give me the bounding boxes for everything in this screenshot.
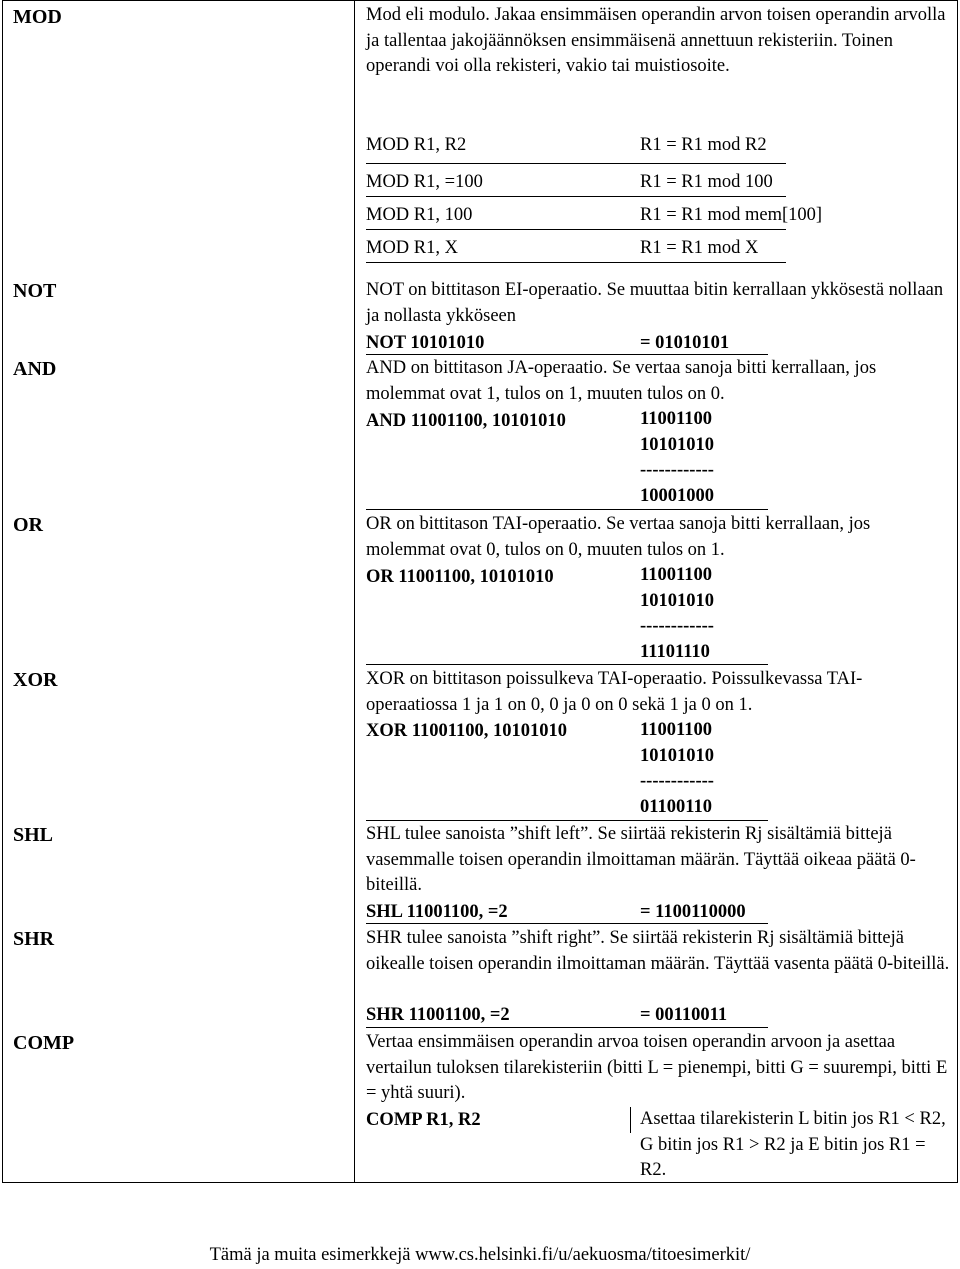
mod-example-result-1: R1 = R1 mod R2: [640, 135, 767, 155]
column-divider: [354, 0, 355, 1183]
not-underline: [366, 354, 768, 355]
and-description: AND on bittitason JA-operaatio. Se vertaa sanoja bitti kerrallaan, jos molemmat ovat 1, tulos on 1, muuten tulos on 0.: [366, 358, 877, 404]
instruction-name-xor: XOR: [13, 669, 58, 691]
instruction-name-or: OR: [13, 514, 43, 536]
and-underline: [366, 509, 768, 510]
shl-description: SHL tulee sanoista ”shift left”. Se siirtää rekisterin Rj sisältämiä bittejä vasemmalle toisen operandin ilmoittaman määrän. Täyttää oikeaa päätä 0-biteillä.: [366, 824, 916, 895]
and-separator: ------------: [640, 460, 714, 480]
comp-example-divider: [630, 1107, 631, 1133]
or-description: OR on bittitason TAI-operaatio. Se vertaa sanoja bitti kerrallaan, jos molemmat ovat 0, tulos on 0, muuten tulos on 1.: [366, 514, 871, 560]
xor-result: 01100110: [640, 796, 712, 817]
and-operand-2: 10101010: [640, 434, 714, 455]
instruction-name-not: NOT: [13, 280, 57, 302]
mod-example-code-2: MOD R1, =100: [366, 172, 483, 192]
table-border-right: [957, 0, 958, 1183]
instruction-name-shr: SHR: [13, 928, 55, 950]
xor-underline: [366, 820, 768, 821]
mod-example-code-3: MOD R1, 100: [366, 205, 473, 225]
and-operand-1: 11001100: [640, 409, 712, 429]
shl-underline: [366, 923, 768, 924]
mod-example-code-1: MOD R1, R2: [366, 135, 467, 155]
comp-example-code: COMP R1, R2: [366, 1110, 481, 1130]
xor-example-code: XOR 11001100, 10101010: [366, 721, 567, 741]
xor-example-result: [640, 718, 714, 820]
not-example-result: = 01010101: [640, 333, 730, 353]
instruction-name-mod: MOD: [13, 6, 62, 28]
shr-example-code: SHR 11001100, =2: [366, 1005, 510, 1025]
or-example-code: OR 11001100, 10101010: [366, 567, 554, 587]
shr-underline: [366, 1027, 768, 1028]
mod-underline: [366, 196, 786, 197]
and-example-code: AND 11001100, 10101010: [366, 411, 566, 431]
or-separator: ------------: [640, 616, 714, 636]
not-example-code: NOT 10101010: [366, 333, 485, 353]
or-operand-1: 11001100: [640, 565, 712, 585]
shr-description: SHR tulee sanoista ”shift right”. Se siirtää rekisterin Rj sisältämiä bittejä oikealle toisen operandin ilmoittaman määrän. Täyttää vasenta päätä 0-biteillä.: [366, 928, 950, 974]
mod-example-result-3: R1 = R1 mod mem[100]: [640, 205, 823, 225]
shl-example-code: SHL 11001100, =2: [366, 902, 508, 922]
not-description: NOT on bittitason EI-operaatio. Se muuttaa bitin kerrallaan ykkösestä nollaan ja nollasta ykköseen: [366, 280, 944, 326]
xor-description: XOR on bittitason poissulkeva TAI-operaatio. Poissulkevassa TAI-operaatiossa 1 ja 1 on 0, 0 ja 0 on 0 sekä 1 ja 0 on 1.: [366, 669, 863, 715]
mod-underline: [366, 163, 786, 164]
table-border-top: [2, 0, 958, 1]
or-example-result: [640, 563, 714, 665]
or-underline: [366, 664, 768, 665]
mod-example-result-4: R1 = R1 mod X: [640, 238, 759, 258]
comp-example-result: Asettaa tilarekisterin L bitin jos R1 < R2, G bitin jos R1 > R2 ja E bitin jos R1 = R2.: [640, 1109, 946, 1180]
xor-separator: ------------: [640, 771, 714, 791]
and-example-result: [640, 407, 714, 509]
page-footer: Tämä ja muita esimerkkejä www.cs.helsinki.fi/u/aekuosma/titoesimerkit/: [209, 1245, 751, 1265]
mod-example-code-4: MOD R1, X: [366, 238, 458, 258]
instruction-name-shl: SHL: [13, 824, 54, 846]
shr-example-result: = 00110011: [640, 1005, 728, 1025]
table-border-left: [2, 0, 3, 1183]
comp-description: Vertaa ensimmäisen operandin arvoa toisen operandin arvoon ja asettaa vertailun tuloksen tilarekisteriin (bitti L = pienempi, bitti G = suurempi, bitti E = yhtä suuri).: [366, 1032, 948, 1103]
and-result: 10001000: [640, 485, 714, 506]
xor-operand-2: 10101010: [640, 745, 714, 766]
or-result: 11101110: [640, 641, 710, 662]
instruction-name-and: AND: [13, 358, 57, 380]
xor-operand-1: 11001100: [640, 720, 712, 740]
shl-example-result: = 1100110000: [640, 902, 746, 922]
instruction-name-comp: COMP: [13, 1032, 75, 1054]
mod-underline: [366, 262, 786, 263]
mod-description: Mod eli modulo. Jakaa ensimmäisen operandin arvon toisen operandin arvolla ja tallentaa jakojäännöksen ensimmäisenä annettuun rekisteriin. Toinen operandi voi olla rekisteri, vakio tai muistiosoite.: [366, 5, 946, 76]
or-operand-2: 10101010: [640, 590, 714, 611]
mod-underline: [366, 229, 786, 230]
mod-example-result-2: R1 = R1 mod 100: [640, 172, 773, 192]
